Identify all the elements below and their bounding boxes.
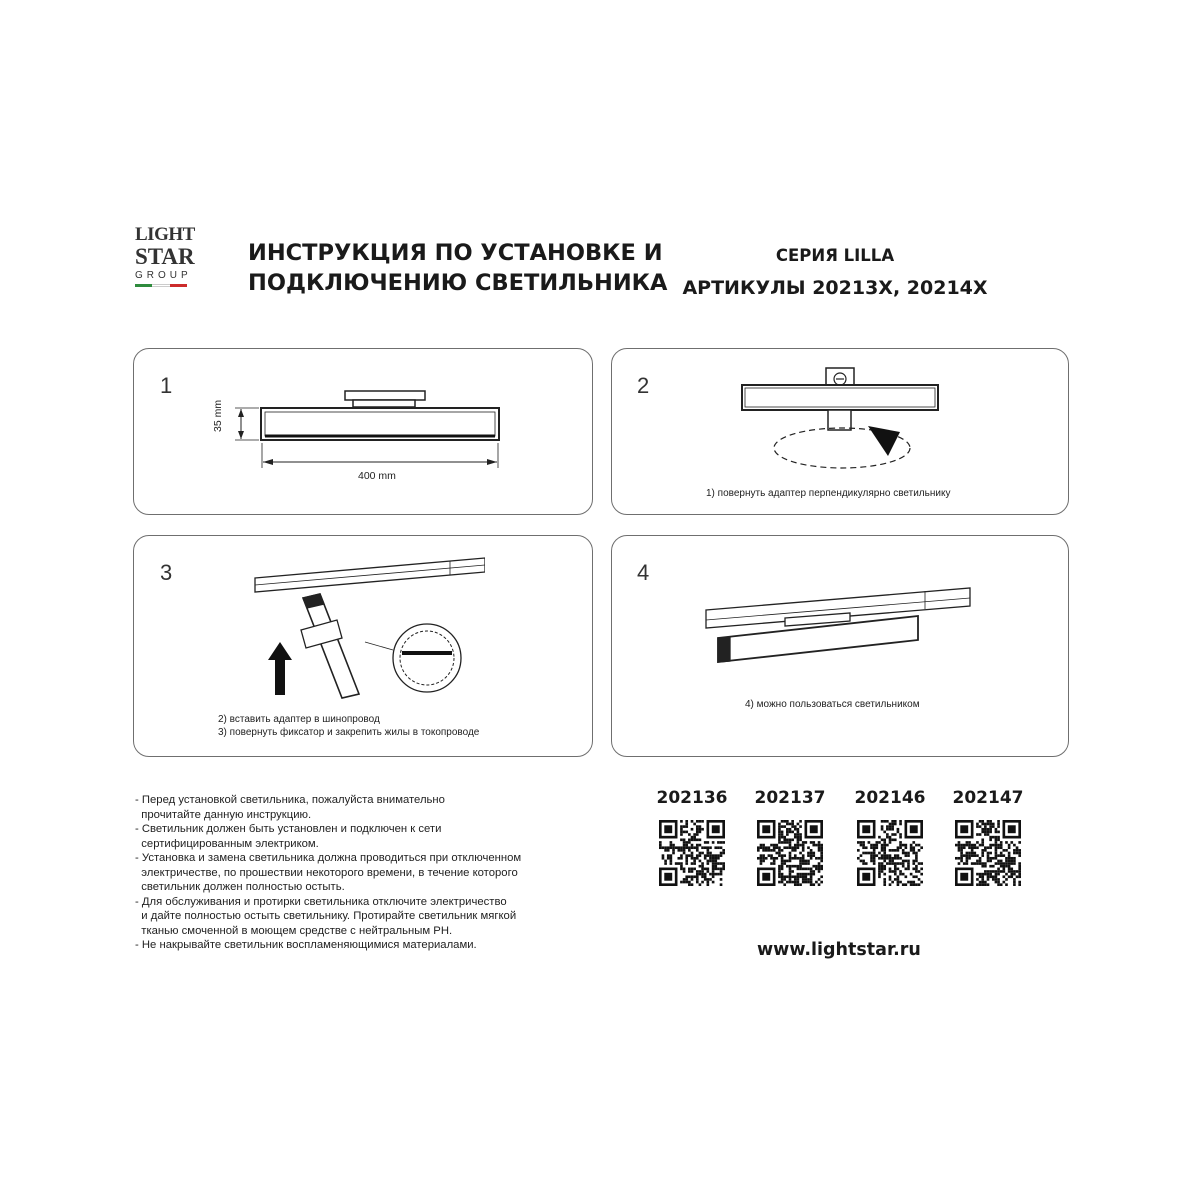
- step-3-caption-b: 3) повернуть фиксатор и закрепить жилы в токопроводе: [218, 727, 480, 738]
- adapter-top-block: [345, 391, 425, 400]
- website-link[interactable]: www.lightstar.ru: [757, 940, 921, 960]
- insert-arrow-icon: [268, 642, 292, 695]
- zoom-circle: [393, 624, 461, 692]
- qr-code-icon[interactable]: [955, 820, 1021, 886]
- brand-logo: [135, 225, 205, 310]
- flag-red: [170, 284, 187, 287]
- dimension-height-label: 35 mm: [212, 399, 224, 432]
- title-line-1: ИНСТРУКЦИЯ ПО УСТАНОВКЕ И: [248, 240, 663, 266]
- note-line: - Светильник должен быть установлен и подключен к сети: [135, 823, 442, 835]
- qr-code-icon[interactable]: [857, 820, 923, 886]
- step-number-4: 4: [637, 560, 650, 585]
- italian-flag-stripe: [135, 284, 187, 287]
- logo-line-light: LIGHT: [135, 224, 195, 245]
- step-number-2: 2: [637, 373, 650, 398]
- step-number-3: 3: [160, 560, 173, 585]
- step-4-drawing: [700, 580, 980, 670]
- note-line: сертифицированным электриком.: [135, 837, 319, 850]
- product-code-2: 202137: [754, 788, 826, 808]
- adapter-base: [353, 400, 415, 407]
- dimension-width-label: 400 mm: [358, 470, 396, 482]
- step-4-caption: 4) можно пользоваться светильником: [745, 699, 920, 710]
- note-line: прочитайте данную инструкцию.: [135, 808, 312, 821]
- note-line: и дайте полностью остыть светильнику. Протирайте светильник мягкой: [135, 910, 517, 922]
- series-name: СЕРИЯ LILLA: [775, 246, 895, 265]
- flag-green: [135, 284, 152, 287]
- step-number-1: 1: [160, 373, 173, 398]
- note-line: светильник должен полностью остыть.: [135, 881, 345, 893]
- flag-white: [152, 284, 169, 287]
- note-line: электричестве, по прошествии некоторого времени, в течение которого: [135, 866, 518, 879]
- note-line: - Перед установкой светильника, пожалуйста внимательно: [135, 794, 445, 806]
- note-line: тканью смоченной в моющем средстве с нейтральным PH.: [135, 924, 453, 937]
- step-2-drawing: [730, 360, 950, 480]
- title-line-2: ПОДКЛЮЧЕНИЮ СВЕТИЛЬНИКА: [248, 270, 668, 296]
- rotation-arrow-icon: [868, 426, 900, 456]
- product-code-4: 202147: [952, 788, 1024, 808]
- step-2-caption: 1) повернуть адаптер перпендикулярно светильнику: [706, 488, 951, 499]
- adapter-lower: [828, 410, 851, 430]
- qr-code-icon[interactable]: [757, 820, 823, 886]
- logo-line-star: STAR: [135, 244, 195, 269]
- logo-line-group: GROUP: [135, 270, 192, 281]
- step-3-drawing: [245, 550, 485, 710]
- product-code-3: 202146: [854, 788, 926, 808]
- note-line: - Установка и замена светильника должна проводиться при отключенном: [135, 852, 522, 864]
- note-line: - Не накрывайте светильник воспламеняющимися материалами.: [135, 939, 477, 951]
- article-numbers: АРТИКУЛЫ 20213X, 20214X: [682, 277, 988, 299]
- series-block: [680, 240, 990, 304]
- product-code-1: 202136: [656, 788, 728, 808]
- safety-notes: [135, 793, 521, 953]
- note-line: - Для обслуживания и протирки светильника отключите электричество: [135, 895, 507, 908]
- qr-code-icon[interactable]: [659, 820, 725, 886]
- page-title: [248, 238, 667, 298]
- step-3-caption-a: 2) вставить адаптер в шинопровод: [218, 714, 380, 725]
